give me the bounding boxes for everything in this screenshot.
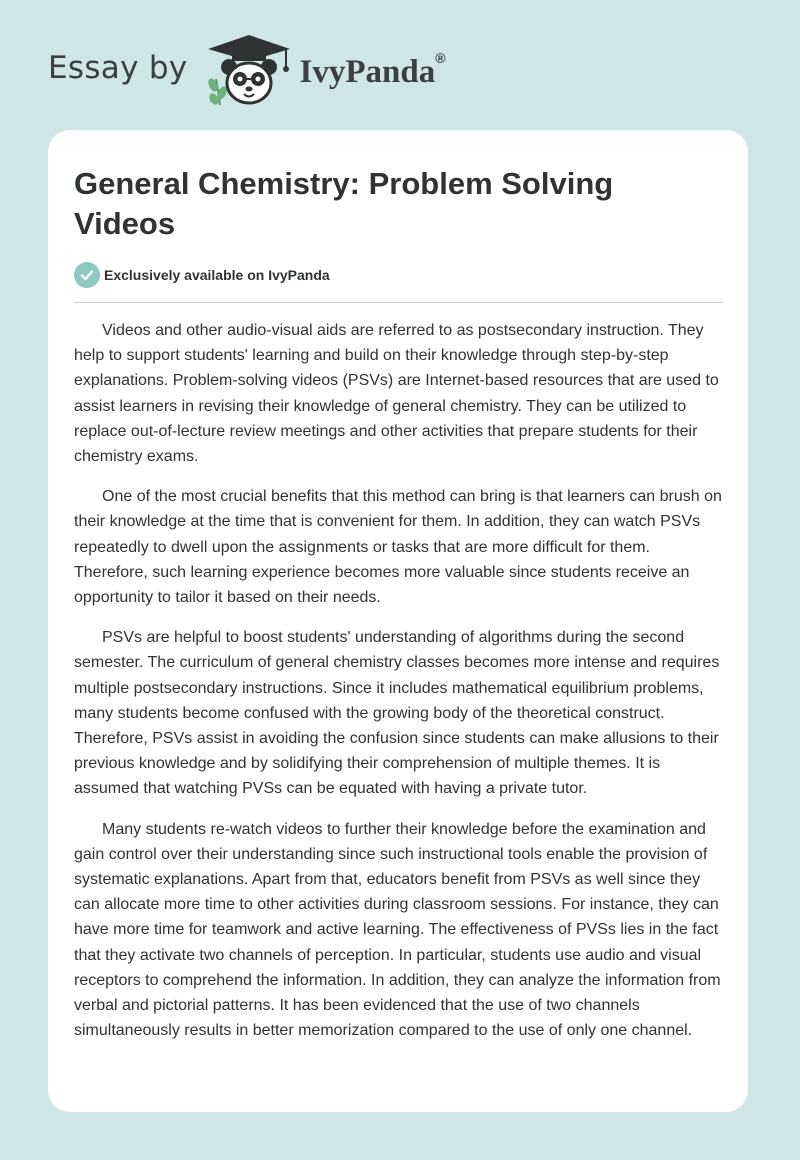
checkmark-icon: [74, 262, 100, 288]
essay-by-label: Essay by: [48, 50, 188, 86]
essay-body: [74, 318, 726, 1058]
paragraph: PSVs are helpful to boost students' understanding of algorithms during the second semester. The curriculum of general chemistry classes becomes more intense and requires multiple postsecondary instructions. Since it includes mathematical equilibrium problems, many students become confused with the growing body of the theoretical construct. Therefore, PSVs assist in avoiding the confusion since students can make allusions to their previous knowledge and by solidifying their comprehension of multiple themes. It is assumed that watching PVSs can be equated with having a private tutor.: [74, 629, 720, 798]
exclusive-label: Exclusively available on IvyPanda: [104, 267, 330, 283]
page-title: General Chemistry: Problem Solving Videos: [74, 166, 614, 241]
paragraph: Videos and other audio-visual aids are referred to as postsecondary instruction. They help to support students' learning and build on their knowledge through step-by-step explanations. Problem-solving videos (PSVs) are Internet-based resources that are used to assist learners in revising their knowledge of general chemistry. They can be utilized to replace out-of-lecture review meetings and other activities that prepare students for their chemistry exams.: [74, 322, 719, 466]
paragraph: One of the most crucial benefits that this method can bring is that learners can brush on their knowledge at the time that is convenient for them. In addition, they can watch PSVs repeatedly to dwell upon the assignments or tasks that are more difficult for them. Therefore, such learning experience becomes more valuable since students receive an opportunity to tailor it based on their needs.: [74, 488, 722, 607]
panda-graduate-icon[interactable]: [202, 33, 296, 109]
exclusive-badge: [74, 261, 330, 289]
registered-mark: ®: [435, 49, 446, 66]
paragraph: Many students re-watch videos to further their knowledge before the examination and gain control over their understanding since such instructional tools enable the provision of systematic explanations. Apart from that, educators benefit from PSVs as well since they can allocate more time to other activities during classroom sessions. For instance, they can have more time for teamwork and active learning. The effectiveness of PVSs lies in the fact that they activate two channels of perception. In particular, students use audio and visual receptors to comprehend the information. In addition, they can analyze the information from verbal and pictorial patterns. It has been evidenced that the use of two channels simultaneously results in better memorization compared to the use of only one channel.: [74, 820, 721, 1040]
brand-name[interactable]: IvyPanda®: [299, 49, 446, 90]
essay-card: [48, 130, 748, 1112]
divider: [74, 302, 723, 303]
site-header: [48, 36, 468, 106]
